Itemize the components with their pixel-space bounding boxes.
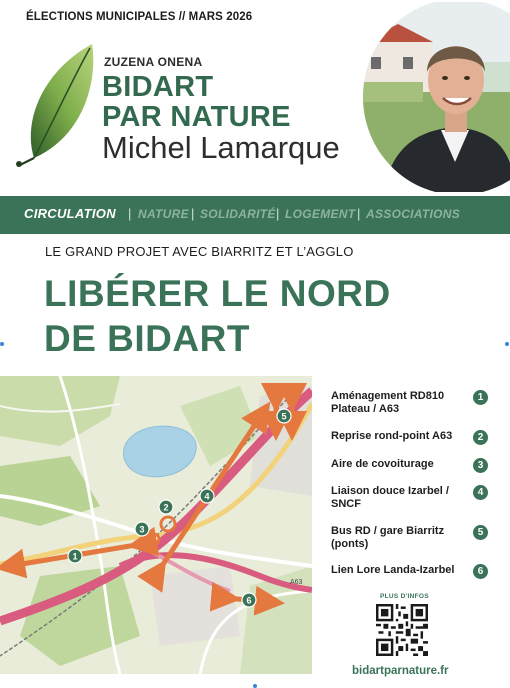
svg-text:1: 1 (72, 551, 78, 562)
selection-handle (253, 684, 257, 688)
tab-nature[interactable]: NATURE (138, 207, 189, 221)
legend-number-badge: 3 (473, 458, 488, 473)
tab-logement[interactable]: LOGEMENT (285, 207, 356, 221)
svg-text:6: 6 (246, 595, 252, 606)
svg-text:5: 5 (281, 411, 287, 422)
brand-line-2: PAR NATURE (102, 101, 291, 133)
legend-number-badge: 5 (473, 525, 488, 540)
qr-code[interactable] (376, 604, 428, 656)
legend-number-badge: 6 (473, 564, 488, 579)
legend-number-badge: 2 (473, 430, 488, 445)
headline-line-1: LIBÉRER LE NORD (44, 273, 391, 314)
map-residential (150, 566, 240, 646)
svg-text:4: 4 (204, 491, 210, 502)
map-marker-2 (159, 500, 173, 514)
legend-label: Bus RD / gare Biarritz (ponts) (331, 525, 445, 550)
brand-line-1: BIDART (102, 71, 214, 103)
headline-line-2: DE BIDART (44, 318, 250, 359)
map-marker-6 (242, 593, 256, 607)
more-info-label: PLUS D'INFOS (380, 593, 429, 600)
selection-handle (505, 342, 509, 346)
legend-label: Reprise rond-point A63 (331, 430, 453, 442)
project-map (0, 376, 312, 674)
legend-label: Aire de covoiturage (331, 458, 434, 470)
legend-number-badge: 4 (473, 485, 488, 500)
nav-separator: | (357, 206, 361, 221)
nav-separator: | (276, 206, 280, 221)
map-marker-1 (68, 549, 82, 563)
nav-separator: | (191, 206, 195, 221)
organizer-name: ZUZENA ONENA (104, 55, 203, 69)
a63-road-label: A63 (290, 579, 303, 586)
map-marker-5 (277, 409, 291, 423)
section-subtitle: LE GRAND PROJET AVEC BIARRITZ ET L’AGGLO (45, 244, 354, 259)
legend-label: Lien Lore Landa-Izarbel (331, 564, 455, 576)
nav-separator: | (128, 206, 132, 221)
election-tag: ÉLECTIONS MUNICIPALES // MARS 2026 (26, 11, 253, 23)
legend-label: Aménagement RD810 Plateau / A63 (331, 390, 445, 415)
map-marker-3 (135, 522, 149, 536)
svg-text:2: 2 (163, 502, 169, 513)
tab-associations[interactable]: ASSOCIATIONS (366, 207, 461, 221)
tab-solidarite[interactable]: SOLIDARITÉ (200, 207, 276, 221)
topic-nav (0, 196, 510, 234)
candidate-name: Michel Lamarque (102, 130, 340, 165)
map-marker-4 (200, 489, 214, 503)
legend-label: Liaison douce Izarbel / SNCF (331, 485, 449, 510)
legend-number-badge: 1 (473, 390, 488, 405)
leaf-logo-icon (14, 40, 100, 172)
svg-text:3: 3 (139, 524, 145, 535)
tab-circulation[interactable]: CIRCULATION (24, 206, 116, 221)
website-link[interactable]: bidartparnature.fr (352, 665, 449, 677)
selection-handle (0, 342, 4, 346)
candidate-photo (363, 2, 510, 192)
